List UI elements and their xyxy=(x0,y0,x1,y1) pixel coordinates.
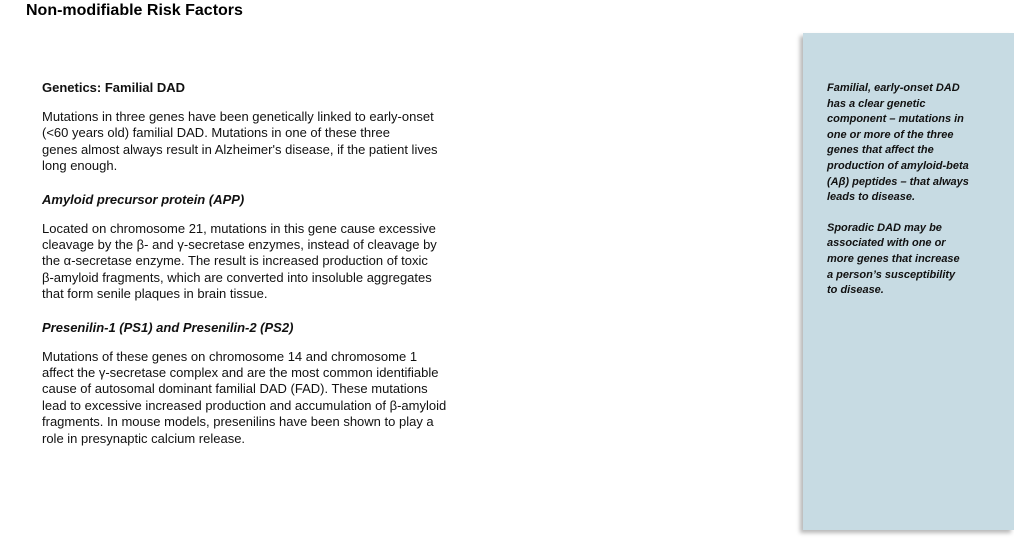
app-line: β-amyloid fragments, which are converted into insoluble aggregates xyxy=(42,269,432,285)
sidebar-line: associated with one or xyxy=(827,237,946,250)
sidebar-callout-panel xyxy=(803,33,1014,530)
intro-line: Mutations in three genes have been genetically linked to early-onset xyxy=(42,109,434,124)
intro-line: long enough. xyxy=(42,158,118,174)
sidebar-line: one or more of the three xyxy=(827,128,954,141)
sidebar-paragraph-familial xyxy=(827,81,1007,206)
intro-paragraph xyxy=(42,109,492,175)
sidebar-line: (Aβ) peptides – that always xyxy=(827,175,969,188)
presenilin-line: cause of autosomal dominant familial DAD (FAD). These mutations xyxy=(42,381,428,397)
sidebar-line: Familial, early-onset DAD xyxy=(827,82,960,94)
presenilin-paragraph xyxy=(42,349,492,447)
sidebar-line: has a clear genetic xyxy=(827,97,926,110)
app-line: cleavage by the β- and γ-secretase enzymes, instead of cleavage by xyxy=(42,237,437,253)
sidebar-line: genes that affect the xyxy=(827,144,934,157)
app-line: Located on chromosome 21, mutations in this gene cause excessive xyxy=(42,220,436,236)
subheading-app: Amyloid precursor protein (APP) xyxy=(42,191,245,207)
sidebar-line: leads to disease. xyxy=(827,191,916,204)
app-line: that form senile plaques in brain tissue. xyxy=(42,286,268,302)
page-title: Non-modifiable Risk Factors xyxy=(26,2,243,19)
intro-line: genes almost always result in Alzheimer's disease, if the patient lives xyxy=(42,141,438,157)
sidebar-line: to disease. xyxy=(827,284,884,297)
sidebar-line: production of amyloid-beta xyxy=(827,159,969,172)
subheading-presenilin: Presenilin-1 (PS1) and Presenilin-2 (PS2) xyxy=(42,319,294,335)
app-line: the α-secretase enzyme. The result is increased production of toxic xyxy=(42,253,428,269)
section-heading-genetics: Genetics: Familial DAD xyxy=(42,80,186,95)
presenilin-line: Mutations of these genes on chromosome 14 and chromosome 1 xyxy=(42,348,418,364)
presenilin-line: fragments. In mouse models, presenilins have been shown to play a xyxy=(42,414,434,430)
sidebar-paragraph-sporadic xyxy=(827,221,1007,299)
presenilin-line: role in presynaptic calcium release. xyxy=(42,430,246,446)
main-content xyxy=(42,79,492,463)
sidebar-line: more genes that increase xyxy=(827,252,960,265)
sidebar-callout-text xyxy=(827,81,1007,314)
sidebar-line: component – mutations in xyxy=(827,113,964,126)
sidebar-line: a person’s susceptibility xyxy=(827,268,956,281)
app-paragraph xyxy=(42,221,492,303)
intro-line: (<60 years old) familial DAD. Mutations in one of these three xyxy=(42,125,390,141)
sidebar-line: Sporadic DAD may be xyxy=(827,221,942,234)
presenilin-line: lead to excessive increased production and accumulation of β-amyloid xyxy=(42,397,447,413)
presenilin-line: affect the γ-secretase complex and are the most common identifiable xyxy=(42,365,439,381)
